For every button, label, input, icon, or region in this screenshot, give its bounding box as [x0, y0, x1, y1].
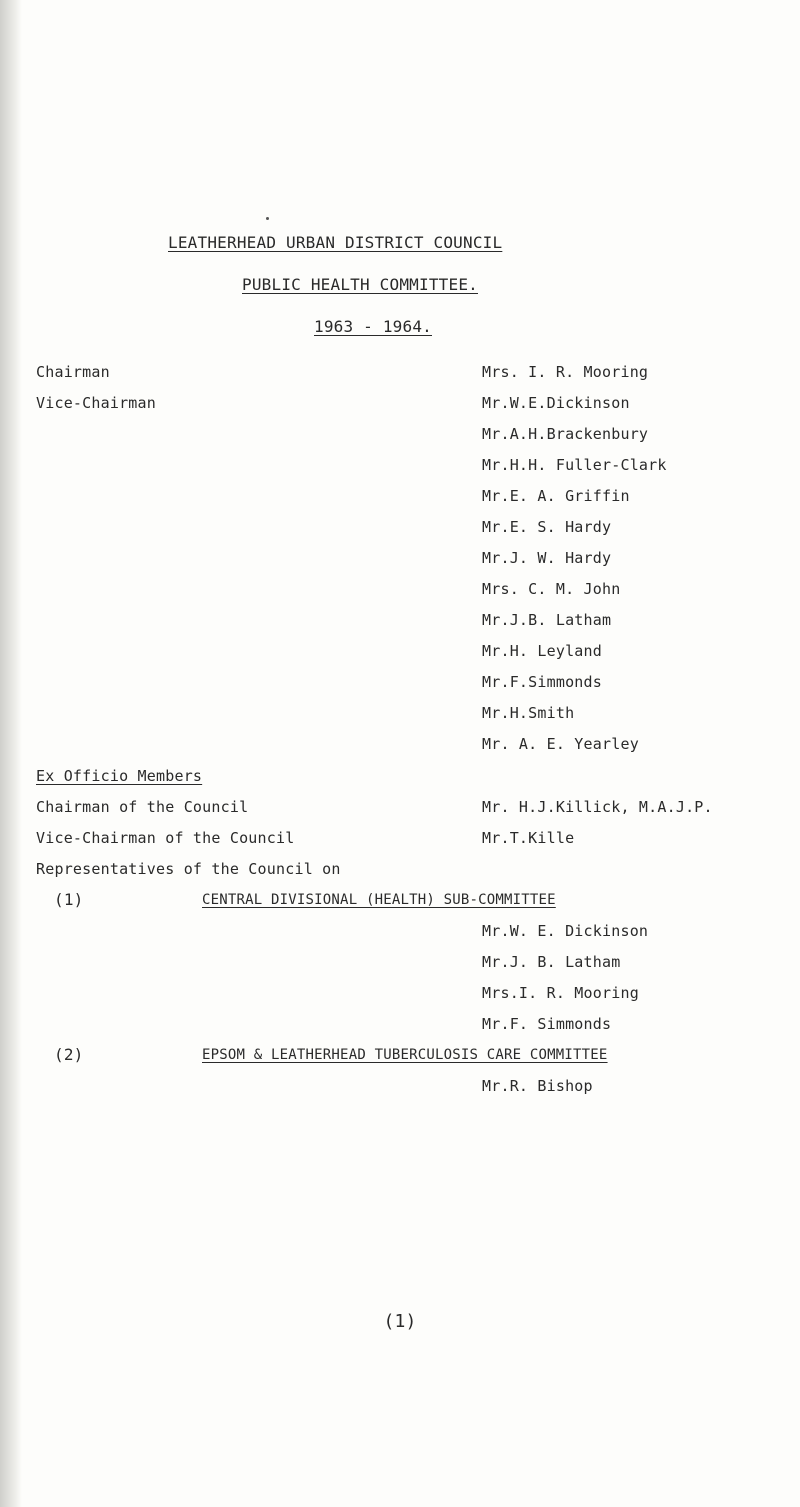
member-name: Mr.W.E.Dickinson [482, 394, 630, 412]
member-name: Mr.J. W. Hardy [482, 549, 612, 567]
member-name: Mr.A.H.Brackenbury [482, 425, 649, 443]
member-name: Mr.E. S. Hardy [482, 518, 612, 536]
subcommittee-member: Mr.R. Bishop [482, 1077, 593, 1095]
member-name: Mrs. C. M. John [482, 580, 621, 598]
subcommittee-member: Mr.J. B. Latham [482, 953, 621, 971]
subcommittee-member: Mr.F. Simmonds [482, 1015, 612, 1033]
chairman-label: Chairman [36, 363, 110, 381]
representatives-intro: Representatives of the Council on [36, 860, 341, 878]
committee-title: PUBLIC HEALTH COMMITTEE. [242, 275, 478, 294]
subcommittee-number: (2) [54, 1045, 84, 1064]
ex-officio-name: Mr.T.Kille [482, 829, 575, 847]
ex-officio-heading: Ex Officio Members [36, 767, 203, 785]
subcommittee-number: (1) [54, 890, 84, 909]
member-name: Mrs. I. R. Mooring [482, 363, 649, 381]
subcommittee-name: EPSOM & LEATHERHEAD TUBERCULOSIS CARE COMMITTEE [202, 1047, 608, 1063]
subcommittee-member: Mr.W. E. Dickinson [482, 922, 649, 940]
member-name: Mr.E. A. Griffin [482, 487, 630, 505]
scan-speck [266, 217, 269, 220]
member-name: Mr. A. E. Yearley [482, 735, 639, 753]
member-name: Mr.H. Leyland [482, 642, 602, 660]
member-name: Mr.F.Simmonds [482, 673, 602, 691]
page-number: (1) [383, 1311, 417, 1332]
ex-officio-role: Chairman of the Council [36, 798, 249, 816]
vice-chairman-label: Vice-Chairman [36, 394, 156, 412]
ex-officio-name: Mr. H.J.Killick, M.A.J.P. [482, 798, 713, 816]
subcommittee-name: CENTRAL DIVISIONAL (HEALTH) SUB-COMMITTEE [202, 892, 556, 908]
scan-edge-shadow [0, 0, 22, 1507]
ex-officio-role: Vice-Chairman of the Council [36, 829, 295, 847]
member-name: Mr.H.Smith [482, 704, 575, 722]
member-name: Mr.H.H. Fuller-Clark [482, 456, 667, 474]
subcommittee-member: Mrs.I. R. Mooring [482, 984, 639, 1002]
council-title: LEATHERHEAD URBAN DISTRICT COUNCIL [168, 233, 503, 252]
year-range: 1963 - 1964. [314, 317, 432, 336]
member-name: Mr.J.B. Latham [482, 611, 612, 629]
